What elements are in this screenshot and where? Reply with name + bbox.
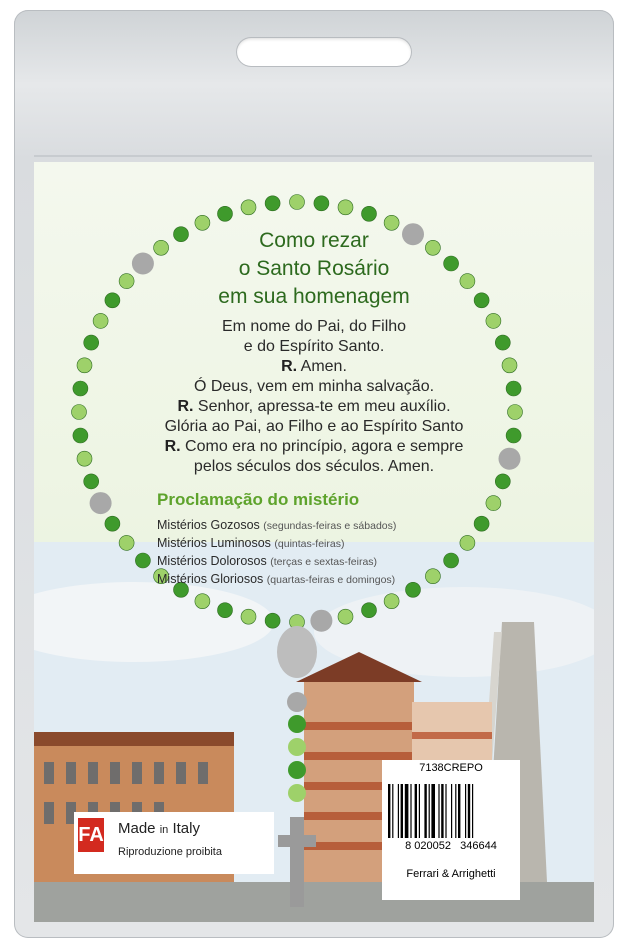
made-in-text: [118, 820, 200, 837]
green-bead: [338, 200, 353, 215]
made-in-italy-label: [74, 812, 274, 874]
mystery-days: (quintas-feiras): [274, 538, 345, 550]
rosary-medal: [277, 626, 317, 678]
green-bead: [406, 582, 421, 597]
mystery-days: (terças e sextas-feiras): [270, 556, 378, 568]
barcode-bar: [472, 784, 473, 838]
prayer-line: Ó Deus, vem em minha salvação.: [193, 378, 435, 395]
green-bead: [460, 535, 475, 550]
barcode-number-left: 8 020052: [405, 840, 451, 852]
green-bead: [241, 609, 256, 624]
title-line: em sua homenagem: [218, 285, 410, 308]
green-bead: [495, 474, 510, 489]
barcode-bar: [431, 784, 435, 838]
green-bead: [105, 293, 120, 308]
grey-bead: [310, 610, 332, 632]
mystery-item: [157, 535, 396, 553]
response-marker: R.: [164, 438, 181, 455]
barcode-bar: [392, 784, 393, 838]
barcode-bar: [468, 784, 470, 838]
green-bead: [72, 405, 87, 420]
barcode-bar: [438, 784, 439, 838]
barcode-bar: [465, 784, 466, 838]
green-bead: [474, 293, 489, 308]
blister-seal: [34, 155, 592, 157]
barcode-bar: [401, 784, 403, 838]
prayer-line: e do Espírito Santo.: [243, 338, 385, 355]
green-bead: [93, 313, 108, 328]
prayer-text: [154, 317, 474, 477]
green-bead: [73, 428, 88, 443]
italy-word: Italy: [172, 820, 200, 837]
green-bead: [338, 609, 353, 624]
response-text: Amen.: [297, 358, 347, 375]
barcode-bar: [441, 784, 443, 838]
green-bead: [218, 206, 233, 221]
barcode-bars: [386, 784, 516, 838]
mystery-item: [157, 553, 396, 571]
pendant-bead: [288, 761, 306, 779]
barcode-bar: [398, 784, 399, 838]
barcode-bar: [445, 784, 446, 838]
green-bead: [77, 451, 92, 466]
green-bead: [105, 516, 120, 531]
green-bead: [218, 603, 233, 618]
brand-name: Ferrari & Arrighetti: [406, 868, 496, 880]
green-bead: [362, 603, 377, 618]
mystery-item: [157, 517, 396, 535]
mystery-item: [157, 571, 396, 589]
green-bead: [425, 240, 440, 255]
green-bead: [486, 313, 501, 328]
mystery-name: Mistérios Luminosos: [157, 536, 271, 550]
green-bead: [241, 200, 256, 215]
prayer-response: [154, 397, 474, 417]
mystery-name: Mistérios Gloriosos: [157, 572, 264, 586]
green-bead: [119, 535, 134, 550]
green-bead: [506, 428, 521, 443]
ferrari-arrighetti-logo: FA: [78, 818, 104, 852]
proclamation-heading: Proclamação do mistério: [157, 490, 360, 509]
green-bead: [174, 227, 189, 242]
grey-bead: [90, 492, 112, 514]
pendant-bead: [288, 784, 306, 802]
green-bead: [77, 358, 92, 373]
green-bead: [135, 553, 150, 568]
barcode-label: [382, 760, 520, 900]
response-marker: R.: [177, 398, 194, 415]
title-line: Como rezar: [259, 229, 369, 252]
barcode-number: [382, 840, 520, 852]
green-bead: [84, 335, 99, 350]
pendant-bead: [288, 738, 306, 756]
green-bead: [84, 474, 99, 489]
barcode-bar: [424, 784, 426, 838]
green-bead: [474, 516, 489, 531]
product-code: 7138CREPO: [419, 762, 483, 774]
pendant-bead: [287, 692, 307, 712]
made-word: Made: [118, 820, 156, 837]
barcode-bar: [405, 784, 409, 838]
pendant-bead: [288, 715, 306, 733]
green-bead: [444, 553, 459, 568]
response-text: Senhor, apressa-te em meu auxílio.: [193, 398, 451, 415]
green-bead: [119, 274, 134, 289]
green-bead: [486, 496, 501, 511]
green-bead: [502, 358, 517, 373]
prayer-response: [154, 357, 474, 377]
grey-bead: [499, 448, 521, 470]
barcode-bar: [451, 784, 452, 838]
grey-bead: [132, 253, 154, 275]
barcode-bar: [388, 784, 390, 838]
green-bead: [73, 381, 88, 396]
rosary-card: [34, 162, 594, 922]
green-bead: [362, 206, 377, 221]
green-bead: [495, 335, 510, 350]
barcode-bar: [419, 784, 420, 838]
barcode-bar: [429, 784, 430, 838]
mystery-days: (quartas-feiras e domingos): [266, 574, 396, 586]
mystery-name: Mistérios Gozosos: [157, 518, 260, 532]
response-marker: R.: [281, 358, 298, 375]
hang-hole: [236, 37, 412, 67]
green-bead: [425, 569, 440, 584]
in-word: in: [159, 824, 169, 836]
barcode-bar: [415, 784, 417, 838]
mystery-name: Mistérios Dolorosos: [157, 554, 267, 568]
prayer-line: Em nome do Pai, do Filho: [221, 318, 407, 335]
green-bead: [508, 405, 523, 420]
green-bead: [195, 594, 210, 609]
prayer-response: [154, 437, 474, 457]
reproduction-notice: Riproduzione proibita: [118, 846, 222, 858]
green-bead: [384, 594, 399, 609]
mystery-days: (segundas-feiras e sábados): [263, 520, 397, 532]
barcode-bar: [410, 784, 411, 838]
response-text: Como era no princípio, agora e sempre: [180, 438, 464, 455]
prayer-line: Glória ao Pai, ao Filho e ao Espírito Santo: [164, 418, 464, 435]
prayer-line: pelos séculos dos séculos. Amen.: [193, 458, 435, 475]
green-bead: [506, 381, 521, 396]
green-bead: [265, 613, 280, 628]
barcode-bar: [458, 784, 460, 838]
green-bead: [265, 196, 280, 211]
barcode-number-right: 346644: [460, 840, 497, 852]
barcode-bar: [455, 784, 456, 838]
green-bead: [460, 274, 475, 289]
mysteries-list: [157, 517, 396, 589]
card-title: [204, 227, 424, 311]
title-line: o Santo Rosário: [238, 257, 390, 280]
green-bead: [444, 256, 459, 271]
green-bead: [290, 195, 305, 210]
green-bead: [314, 196, 329, 211]
green-bead: [154, 240, 169, 255]
